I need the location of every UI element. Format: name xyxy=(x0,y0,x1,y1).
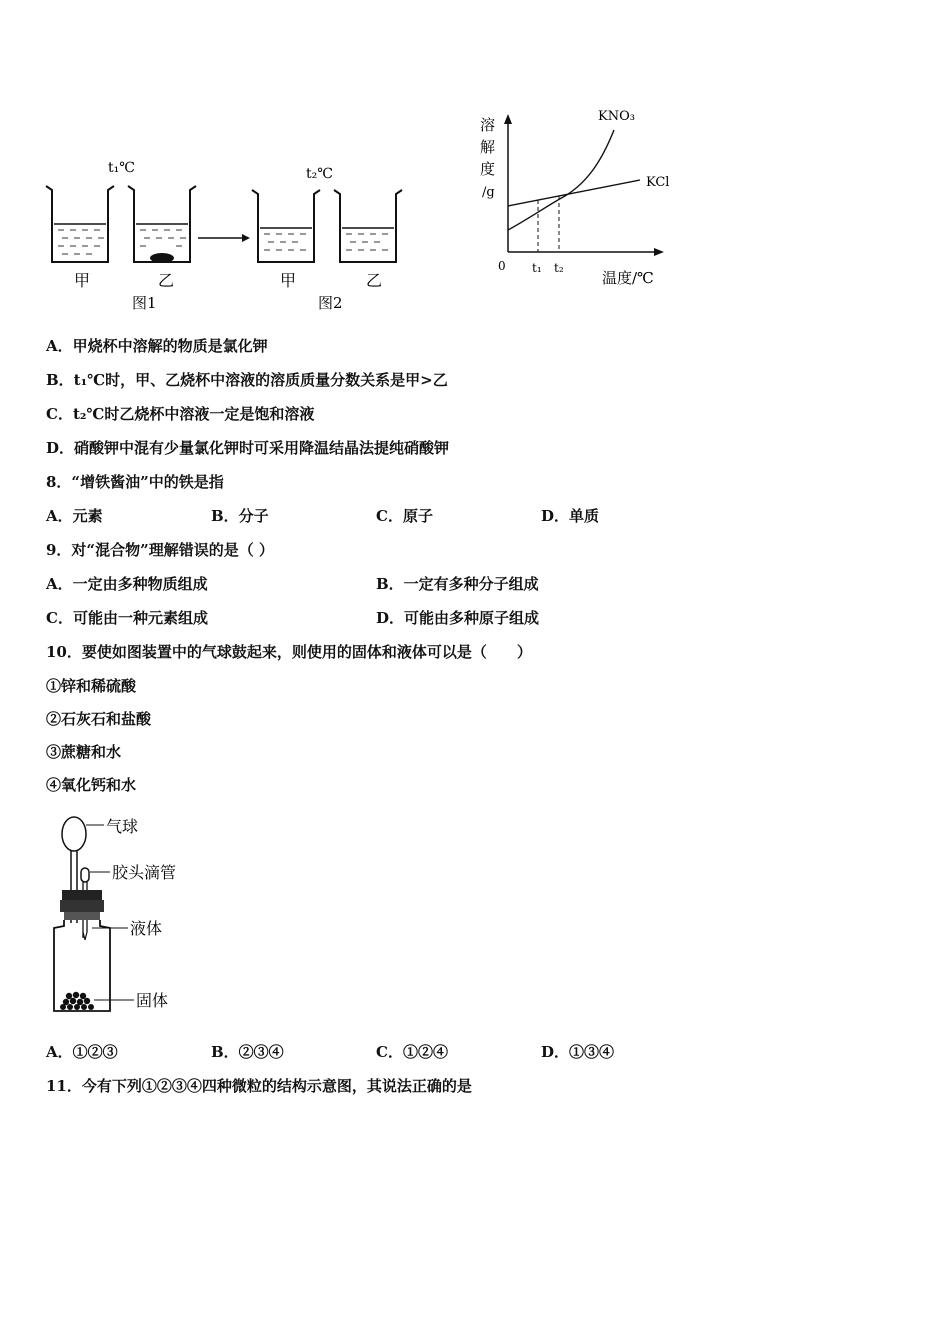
arrow-icon xyxy=(198,234,250,242)
y-label-char-2: 解 xyxy=(480,138,496,156)
q9-stem: 9．对“混合物”理解错误的是（ ） xyxy=(46,541,274,559)
q7-option-a: A．甲烧杯中溶解的物质是氯化钾 xyxy=(46,337,268,355)
dropper-label: 胶头滴管 xyxy=(112,863,177,882)
fig2-temp-label: t₂℃ xyxy=(306,166,333,182)
q8-stem: 8．“增铁酱油”中的铁是指 xyxy=(46,473,224,491)
kcl-curve xyxy=(508,180,640,206)
q10-option-b: B．②③④ xyxy=(211,1043,284,1061)
kno3-label: KNO₃ xyxy=(598,109,635,124)
balloon-label: 气球 xyxy=(106,817,139,836)
q8-option-d: D．单质 xyxy=(541,507,600,525)
solid-label: 固体 xyxy=(136,991,169,1010)
q10-option-c: C．①②④ xyxy=(376,1043,448,1061)
tick-t1: t₁ xyxy=(532,261,542,275)
stopper-icon xyxy=(60,890,104,920)
beaker-jia-fig1 xyxy=(46,186,114,262)
q8-option-b: B．分子 xyxy=(211,507,269,525)
y-label-char-3: 度 xyxy=(480,160,496,178)
kno3-curve xyxy=(508,130,614,230)
origin-label: 0 xyxy=(498,259,506,273)
q10-option-a: A．①②③ xyxy=(46,1043,118,1061)
fig1-caption: 图1 xyxy=(132,294,157,312)
q10-item-2: ②石灰石和盐酸 xyxy=(46,710,152,728)
apparatus-figure xyxy=(44,808,244,1023)
fig1-label-yi: 乙 xyxy=(158,271,175,290)
fig2-label-jia: 甲 xyxy=(280,271,297,290)
kcl-label: KCl xyxy=(646,175,670,190)
balloon-icon xyxy=(62,817,86,851)
liquid-label: 液体 xyxy=(130,919,163,938)
q8-option-a: A．元素 xyxy=(46,507,103,525)
solubility-graph xyxy=(470,100,690,295)
q7-option-d: D．硝酸钾中混有少量氯化钾时可采用降温结晶法提纯硝酸钾 xyxy=(46,439,450,457)
q8-option-c: C．原子 xyxy=(376,507,433,525)
y-label-char-4: /g xyxy=(482,185,495,200)
fig2-label-yi: 乙 xyxy=(366,271,383,290)
q10-item-1: ①锌和稀硫酸 xyxy=(46,677,137,695)
tick-t2: t₂ xyxy=(554,261,564,275)
q10-item-3: ③蔗糖和水 xyxy=(46,743,122,761)
y-label-char-1: 溶 xyxy=(480,116,496,134)
q9-option-a: A．一定由多种物质组成 xyxy=(46,575,208,593)
beaker-yi-fig2 xyxy=(334,190,402,262)
undissolved-solid xyxy=(150,253,174,263)
q9-option-b: B．一定有多种分子组成 xyxy=(376,575,539,593)
fig2-caption: 图2 xyxy=(318,294,343,312)
q10-option-d: D．①③④ xyxy=(541,1043,615,1061)
q7-option-b: B．t₁℃时，甲、乙烧杯中溶液的溶质质量分数关系是甲>乙 xyxy=(46,371,448,389)
x-axis-label: 温度/℃ xyxy=(602,269,654,287)
q11-stem: 11．今有下列①②③④四种微粒的结构示意图，其说法正确的是 xyxy=(46,1077,472,1095)
fig1-label-jia: 甲 xyxy=(74,271,91,290)
q10-stem: 10．要使如图装置中的气球鼓起来，则使用的固体和液体可以是（ ） xyxy=(46,643,532,661)
q9-option-c: C．可能由一种元素组成 xyxy=(46,609,208,627)
beaker-yi-fig1 xyxy=(128,186,196,263)
beaker-jia-fig2 xyxy=(252,190,320,262)
solid-granules xyxy=(60,992,94,1010)
q10-item-4: ④氧化钙和水 xyxy=(46,776,137,794)
q7-option-c: C．t₂℃时乙烧杯中溶液一定是饱和溶液 xyxy=(46,405,315,423)
fig1-temp-label: t₁℃ xyxy=(108,160,135,176)
q9-option-d: D．可能由多种原子组成 xyxy=(376,609,540,627)
beakers-figure xyxy=(40,150,420,320)
